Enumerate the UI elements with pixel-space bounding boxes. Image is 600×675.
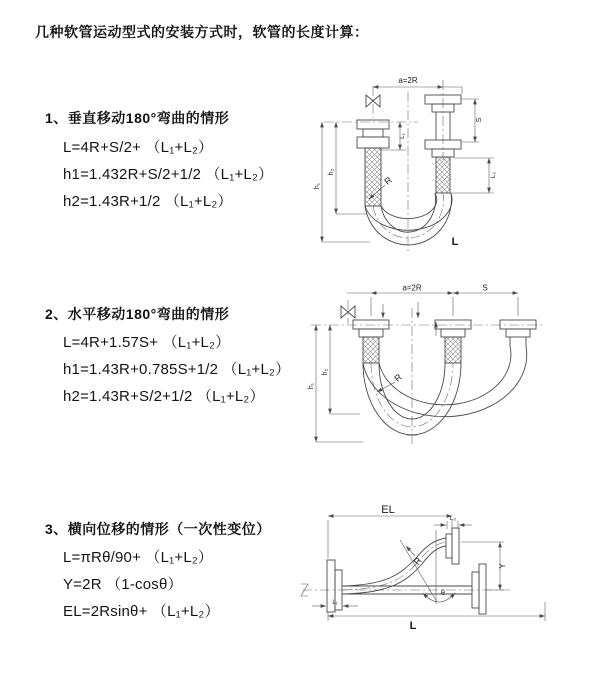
dim-label-y: Y <box>498 563 507 569</box>
formula-line: L=4R+1.57S+ （L₁+L₂） <box>63 334 231 351</box>
hose-assembly <box>357 95 461 245</box>
dim-label-h1: h₁ <box>308 382 315 390</box>
diagram-horizontal-180-bend <box>303 284 593 452</box>
dimensions <box>316 293 518 442</box>
dim-label-shift: S <box>482 283 488 293</box>
dimensions <box>312 516 545 621</box>
dim-label-s: S <box>476 117 483 123</box>
section-2-heading: 2、水平移动180°弯曲的情形 <box>45 306 230 322</box>
section-1-heading: 1、垂直移动180°弯曲的情形 <box>45 110 230 126</box>
dim-label-l2: L₂ <box>490 171 497 179</box>
hose-assembly <box>301 528 486 614</box>
formula-line: h2=1.43R+S/2+1/2 （L₁+L₂） <box>63 388 265 405</box>
dim-label-h1: h₁ <box>314 182 321 190</box>
dim-label-h2: h₂ <box>328 168 335 176</box>
construction-lines <box>400 530 455 604</box>
dim-label-l1: L₁ <box>399 133 406 139</box>
centerlines <box>324 80 444 253</box>
diagram-lateral-displacement <box>298 500 598 650</box>
page-title: 几种软管运动型式的安装方式时，软管的长度计算： <box>35 24 369 40</box>
formula-line: L=4R+S/2+ （L₁+L₂） <box>63 139 214 156</box>
dim-label-span: a=2R <box>398 76 418 85</box>
dim-label-h2: h₂ <box>322 368 329 376</box>
formula-line: h1=1.432R+S/2+1/2 （L₁+L₂） <box>63 166 274 183</box>
dim-label-l2: L₂ <box>449 515 457 522</box>
dim-label-span: a=2R <box>402 283 422 293</box>
formula-line: h2=1.43R+1/2 （L₁+L₂） <box>63 193 233 210</box>
hose-assembly <box>353 320 536 435</box>
centerlines <box>311 300 545 447</box>
formula-line: Y=2R （1-cosθ） <box>63 576 183 593</box>
formula-line: h1=1.43R+0.785S+1/2 （L₁+L₂） <box>63 361 291 378</box>
dim-label-theta: θ <box>441 590 445 597</box>
formula-line: L=πRθ/90+ （L₁+L₂） <box>63 549 214 566</box>
diagram-vertical-180-bend <box>312 72 592 257</box>
dim-label-radius: R <box>382 174 394 187</box>
dim-label-el: EL <box>381 504 395 516</box>
dim-label-radius: R <box>392 371 404 384</box>
formula-line: EL=2Rsinθ+ （L₁+L₂） <box>63 603 220 620</box>
dim-label-length: L <box>451 236 459 248</box>
dim-label-l1: L₁ <box>332 600 338 606</box>
section-3-heading: 3、横向位移的情形（一次性变位） <box>45 521 271 537</box>
dim-label-length: L <box>409 620 417 632</box>
dim-label-radius: R <box>411 555 424 567</box>
